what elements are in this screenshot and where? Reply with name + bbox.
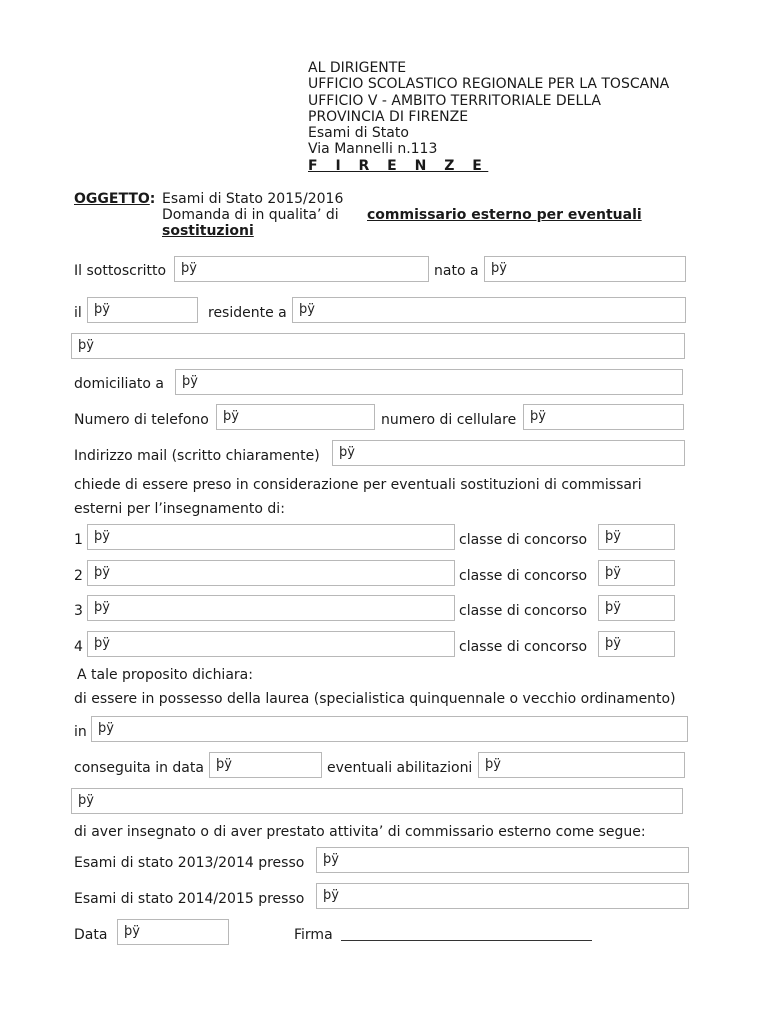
label-classe-3: classe di concorso xyxy=(459,603,588,619)
row-number-3: 3 xyxy=(74,603,83,619)
label-classe-4: classe di concorso xyxy=(459,639,588,655)
mail-input[interactable]: þÿ xyxy=(332,440,685,466)
recipient-line-2: UFFICIO SCOLASTICO REGIONALE PER LA TOSCANA xyxy=(308,76,670,93)
subject-line-2: Domanda di in qualita’ di xyxy=(162,207,339,223)
subject-line-1: Esami di Stato 2015/2016 xyxy=(162,191,344,207)
row-number-2: 2 xyxy=(74,568,83,584)
subject-role: commissario esterno per eventuali xyxy=(367,207,642,223)
abilitazioni-input[interactable]: þÿ xyxy=(478,752,685,778)
subject-role-2: sostituzioni xyxy=(162,223,254,239)
residente-a-input[interactable]: þÿ xyxy=(292,297,686,323)
insegnamento-4-input[interactable]: þÿ xyxy=(87,631,455,657)
label-il: il xyxy=(74,305,82,321)
label-classe-2: classe di concorso xyxy=(459,568,588,584)
data-input[interactable]: þÿ xyxy=(117,919,229,945)
indirizzo-residenza-input[interactable]: þÿ xyxy=(71,333,685,359)
text-laurea: di essere in possesso della laurea (specialistica quinquennale o vecchio ordinamento) xyxy=(74,691,676,707)
recipient-line-1: AL DIRIGENTE xyxy=(308,60,407,76)
subject-label: OGGETTO xyxy=(74,191,150,207)
cellulare-input[interactable]: þÿ xyxy=(523,404,684,430)
label-conseguita: conseguita in data xyxy=(74,760,204,776)
data-laurea-input[interactable]: þÿ xyxy=(209,752,322,778)
label-mail: Indirizzo mail (scritto chiaramente) xyxy=(74,448,320,464)
text-chiede-2: esterni per l’insegnamento di: xyxy=(74,501,285,517)
recipient-city: F I R E N Z E xyxy=(308,157,489,174)
domiciliato-a-input[interactable]: þÿ xyxy=(175,369,683,395)
recipient-line-4: PROVINCIA DI FIRENZE xyxy=(308,108,469,125)
recipient-line-3: UFFICIO V - AMBITO TERRITORIALE DELLA xyxy=(308,92,602,109)
recipient-block xyxy=(308,60,669,174)
telefono-input[interactable]: þÿ xyxy=(216,404,375,430)
classe-4-input[interactable]: þÿ xyxy=(598,631,675,657)
sottoscritto-input[interactable]: þÿ xyxy=(174,256,429,282)
classe-1-input[interactable]: þÿ xyxy=(598,524,675,550)
classe-2-input[interactable]: þÿ xyxy=(598,560,675,586)
label-esami-2014-2015: Esami di stato 2014/2015 presso xyxy=(74,891,305,907)
label-classe-1: classe di concorso xyxy=(459,532,588,548)
label-nato-a: nato a xyxy=(434,263,479,279)
data-nascita-input[interactable]: þÿ xyxy=(87,297,198,323)
esami-2013-2014-input[interactable]: þÿ xyxy=(316,847,689,873)
laurea-input[interactable]: þÿ xyxy=(91,716,688,742)
recipient-line-6: Via Mannelli n.113 xyxy=(308,141,438,158)
label-esami-2013-2014: Esami di stato 2013/2014 presso xyxy=(74,855,305,871)
insegnamento-3-input[interactable]: þÿ xyxy=(87,595,455,621)
text-insegnato: di aver insegnato o di aver prestato attivita’ di commissario esterno come segue: xyxy=(74,824,646,840)
insegnamento-1-input[interactable]: þÿ xyxy=(87,524,455,550)
label-in: in xyxy=(74,724,87,740)
label-sottoscritto: Il sottoscritto xyxy=(74,263,167,279)
esami-2014-2015-input[interactable]: þÿ xyxy=(316,883,689,909)
label-residente-a: residente a xyxy=(208,305,287,321)
abilitazioni-extra-input[interactable]: þÿ xyxy=(71,788,683,814)
label-firma: Firma xyxy=(294,927,333,943)
row-number-1: 1 xyxy=(74,532,83,548)
row-number-4: 4 xyxy=(74,639,83,655)
insegnamento-2-input[interactable]: þÿ xyxy=(87,560,455,586)
label-data: Data xyxy=(74,927,108,943)
text-dichiara: A tale proposito dichiara: xyxy=(77,667,253,683)
label-cellulare: numero di cellulare xyxy=(381,412,517,428)
label-telefono: Numero di telefono xyxy=(74,412,209,428)
classe-3-input[interactable]: þÿ xyxy=(598,595,675,621)
label-domiciliato-a: domiciliato a xyxy=(74,376,165,392)
nato-a-input[interactable]: þÿ xyxy=(484,256,686,282)
subject-colon: : xyxy=(149,191,156,207)
signature-line[interactable] xyxy=(341,939,592,941)
text-chiede-1: chiede di essere preso in considerazione per eventuali sostituzioni di commissari xyxy=(74,477,642,493)
subject-heading xyxy=(74,191,155,207)
recipient-line-5: Esami di Stato xyxy=(308,125,409,142)
label-abilitazioni: eventuali abilitazioni xyxy=(327,760,473,776)
